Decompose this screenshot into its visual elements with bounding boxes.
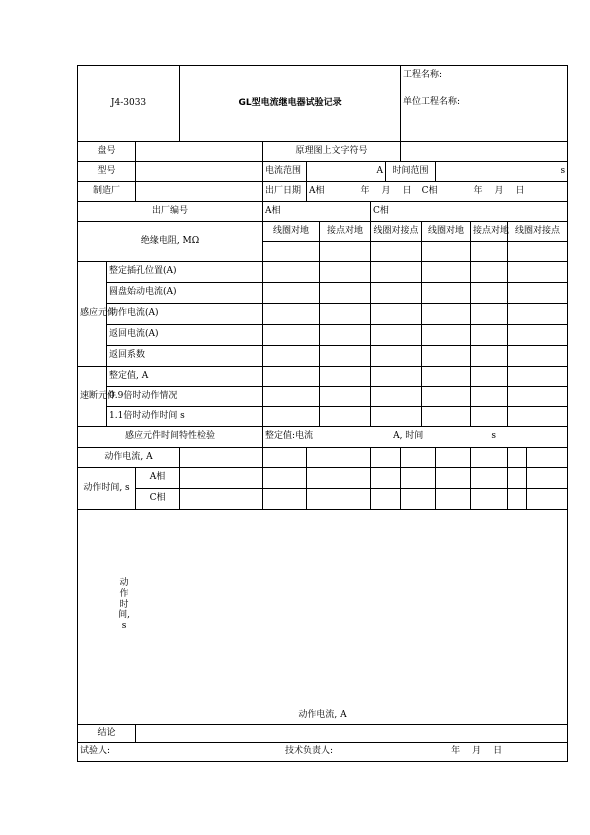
action-time-cell[interactable] xyxy=(371,468,401,489)
insulation-cell[interactable] xyxy=(508,242,568,262)
induction-cell[interactable] xyxy=(471,262,508,283)
date-year-a: 年 xyxy=(360,185,370,196)
sign-month: 月 xyxy=(472,746,482,757)
manufacturer-value[interactable] xyxy=(136,182,263,202)
induction-cell[interactable] xyxy=(471,283,508,304)
insulation-col-2: 接点对地 xyxy=(320,222,371,242)
quickbreak-cell[interactable] xyxy=(371,367,422,387)
action-cell[interactable] xyxy=(401,448,436,468)
induction-row-label: 返回系数 xyxy=(107,346,263,367)
action-cell[interactable] xyxy=(180,448,263,468)
induction-row-label: 整定插孔位置(A) xyxy=(107,262,263,283)
date-month-a: 月 xyxy=(381,185,391,196)
action-time-cell[interactable] xyxy=(508,489,527,510)
induction-cell[interactable] xyxy=(471,346,508,367)
action-time-cell[interactable] xyxy=(371,489,401,510)
action-time-cell[interactable] xyxy=(180,489,263,510)
quickbreak-cell[interactable] xyxy=(508,367,568,387)
characteristic-plot-area[interactable] xyxy=(78,510,568,725)
induction-row-label: 动作电流(A) xyxy=(107,304,263,325)
insulation-col-1: 线圈对地 xyxy=(263,222,320,242)
induction-cell[interactable] xyxy=(471,325,508,346)
induction-cell[interactable] xyxy=(371,283,422,304)
induction-cell[interactable] xyxy=(508,325,568,346)
quickbreak-row-label: 0.9倍时动作情况 xyxy=(107,387,263,407)
insulation-cell[interactable] xyxy=(471,242,508,262)
action-cell[interactable] xyxy=(508,448,527,468)
plot-x-axis-label: 动作电流, A xyxy=(298,710,347,721)
quickbreak-cell[interactable] xyxy=(371,387,422,407)
action-time-cell[interactable] xyxy=(307,468,371,489)
induction-cell[interactable] xyxy=(320,325,371,346)
induction-cell[interactable] xyxy=(371,346,422,367)
record-table xyxy=(77,65,568,762)
quickbreak-cell[interactable] xyxy=(422,387,471,407)
action-time-cell[interactable] xyxy=(401,468,436,489)
action-current-label: 动作电流, A xyxy=(78,448,180,468)
induction-cell[interactable] xyxy=(263,346,320,367)
time-check-setting[interactable] xyxy=(263,427,568,448)
quickbreak-cell[interactable] xyxy=(471,387,508,407)
quickbreak-cell[interactable] xyxy=(320,387,371,407)
action-cell[interactable] xyxy=(263,448,307,468)
action-cell[interactable] xyxy=(436,448,471,468)
unit-project-label: 单位工程名称: xyxy=(403,97,461,107)
action-time-cell[interactable] xyxy=(263,468,307,489)
induction-cell[interactable] xyxy=(508,304,568,325)
quickbreak-cell[interactable] xyxy=(508,407,568,427)
induction-cell[interactable] xyxy=(320,304,371,325)
quickbreak-cell[interactable] xyxy=(422,367,471,387)
action-time-label: 动作时间, s xyxy=(78,468,136,510)
factory-no-phase-a: A相 xyxy=(263,202,371,222)
induction-cell[interactable] xyxy=(422,262,471,283)
action-time-cell[interactable] xyxy=(471,489,508,510)
action-time-cell[interactable] xyxy=(436,489,471,510)
action-time-phase-c: C相 xyxy=(136,489,180,510)
insulation-col-5: 接点对地 xyxy=(471,222,508,242)
conclusion-value[interactable] xyxy=(136,725,568,743)
model-value[interactable] xyxy=(136,162,263,182)
quickbreak-cell[interactable] xyxy=(263,367,320,387)
action-cell[interactable] xyxy=(371,448,401,468)
induction-cell[interactable] xyxy=(471,304,508,325)
quickbreak-cell[interactable] xyxy=(508,387,568,407)
action-time-cell[interactable] xyxy=(263,489,307,510)
date-day-a: 日 xyxy=(402,185,412,196)
current-range-unit: A xyxy=(376,165,384,176)
action-cell[interactable] xyxy=(527,448,568,468)
action-cell[interactable] xyxy=(471,448,508,468)
induction-group-label: 感应元件 xyxy=(78,262,107,367)
signature-row xyxy=(78,743,568,762)
induction-row-label: 圆盘始动电流(A) xyxy=(107,283,263,304)
quickbreak-row-label: 1.1倍时动作时间 s xyxy=(107,407,263,427)
time-check-setting-label: 整定值:电流 xyxy=(265,431,314,442)
insulation-cell[interactable] xyxy=(320,242,371,262)
induction-cell[interactable] xyxy=(320,262,371,283)
insulation-col-3: 线圈对接点 xyxy=(371,222,422,242)
action-time-cell[interactable] xyxy=(527,489,568,510)
action-time-cell[interactable] xyxy=(401,489,436,510)
plot-y-axis-label: 动作时间,s xyxy=(118,578,130,632)
date-phase-a: A相 xyxy=(309,185,325,196)
conclusion-label: 结论 xyxy=(78,725,136,743)
manufacturer-label: 制造厂 xyxy=(78,182,136,202)
induction-cell[interactable] xyxy=(320,346,371,367)
induction-cell[interactable] xyxy=(320,283,371,304)
tester-label: 试验人: xyxy=(80,746,111,757)
quickbreak-cell[interactable] xyxy=(371,407,422,427)
induction-cell[interactable] xyxy=(422,283,471,304)
tech-lead-label: 技术负责人: xyxy=(285,746,334,757)
time-range-label: 时间范围 xyxy=(386,162,436,182)
induction-cell[interactable] xyxy=(422,346,471,367)
insulation-col-6: 线圈对接点 xyxy=(508,222,568,242)
action-time-cell[interactable] xyxy=(180,468,263,489)
project-name-label: 工程名称: xyxy=(403,70,443,80)
induction-cell[interactable] xyxy=(263,304,320,325)
quickbreak-cell[interactable] xyxy=(422,407,471,427)
action-cell[interactable] xyxy=(307,448,371,468)
date-phase-c: C相 xyxy=(421,185,438,196)
insulation-label: 绝缘电阻, MΩ xyxy=(78,222,263,262)
quickbreak-cell[interactable] xyxy=(320,407,371,427)
time-check-unit-s: s xyxy=(491,431,496,442)
sign-year: 年 xyxy=(451,746,461,757)
factory-date-value[interactable] xyxy=(307,182,568,202)
factory-date-label: 出厂日期 xyxy=(263,182,307,202)
induction-row-label: 返回电流(A) xyxy=(107,325,263,346)
action-time-phase-a: A相 xyxy=(136,468,180,489)
time-range-unit: s xyxy=(560,165,566,176)
induction-cell[interactable] xyxy=(263,325,320,346)
time-range-value[interactable] xyxy=(436,162,568,182)
induction-cell[interactable] xyxy=(371,304,422,325)
project-info-cell xyxy=(401,66,568,142)
action-time-cell[interactable] xyxy=(436,468,471,489)
date-day-c: 日 xyxy=(515,185,525,196)
quickbreak-cell[interactable] xyxy=(263,387,320,407)
quickbreak-group-label: 速断元件 xyxy=(78,367,107,427)
form-code: J4-3033 xyxy=(78,66,180,142)
induction-cell[interactable] xyxy=(422,304,471,325)
action-time-cell[interactable] xyxy=(527,468,568,489)
induction-cell[interactable] xyxy=(263,262,320,283)
induction-cell[interactable] xyxy=(263,283,320,304)
date-year-c: 年 xyxy=(473,185,483,196)
induction-cell[interactable] xyxy=(508,346,568,367)
record-sheet xyxy=(77,65,566,762)
insulation-cell[interactable] xyxy=(263,242,320,262)
factory-no-label: 出厂编号 xyxy=(78,202,263,222)
action-time-cell[interactable] xyxy=(471,468,508,489)
action-time-cell[interactable] xyxy=(508,468,527,489)
current-range-label: 电流范围 xyxy=(263,162,307,182)
sign-day: 日 xyxy=(493,746,503,757)
quickbreak-cell[interactable] xyxy=(320,367,371,387)
induction-cell[interactable] xyxy=(508,262,568,283)
symbol-value[interactable] xyxy=(401,142,568,162)
current-range-value[interactable] xyxy=(307,162,386,182)
insulation-col-4: 线圈对地 xyxy=(422,222,471,242)
symbol-label: 原理图上文字符号 xyxy=(263,142,401,162)
induction-cell[interactable] xyxy=(371,325,422,346)
factory-no-phase-c: C相 xyxy=(371,202,568,222)
model-label: 型号 xyxy=(78,162,136,182)
panel-no-value[interactable] xyxy=(136,142,263,162)
quickbreak-row-label: 整定值, A xyxy=(107,367,263,387)
action-time-cell[interactable] xyxy=(307,489,371,510)
quickbreak-cell[interactable] xyxy=(471,367,508,387)
form-title: GL型电流继电器试验记录 xyxy=(180,66,401,142)
induction-cell[interactable] xyxy=(422,325,471,346)
insulation-cell[interactable] xyxy=(422,242,471,262)
induction-cell[interactable] xyxy=(508,283,568,304)
induction-cell[interactable] xyxy=(371,262,422,283)
quickbreak-cell[interactable] xyxy=(471,407,508,427)
insulation-cell[interactable] xyxy=(371,242,422,262)
date-month-c: 月 xyxy=(494,185,504,196)
panel-no-label: 盘号 xyxy=(78,142,136,162)
quickbreak-cell[interactable] xyxy=(263,407,320,427)
time-check-label: 感应元件时间特性检验 xyxy=(78,427,263,448)
time-check-unit-a: A, 时间 xyxy=(393,431,424,442)
